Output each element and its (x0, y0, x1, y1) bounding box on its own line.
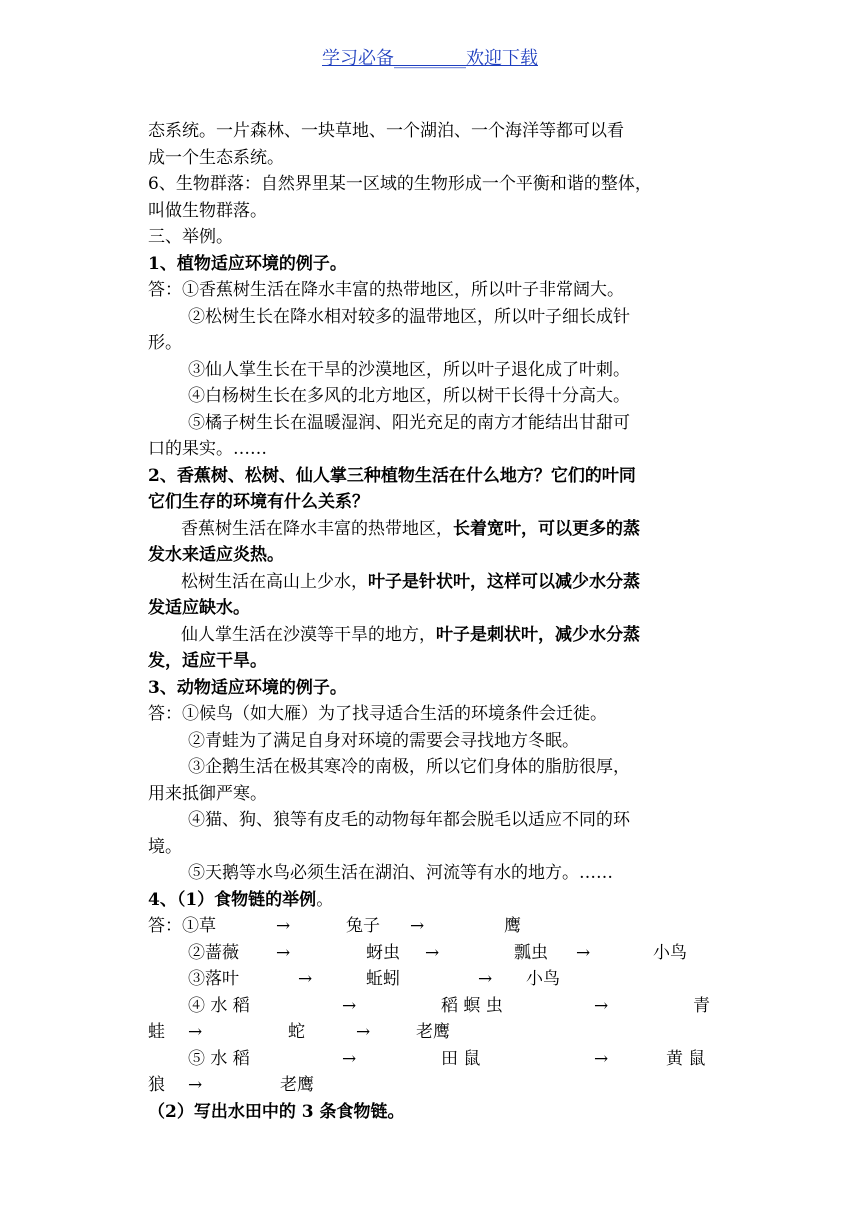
chain-5-arrow-1: → (342, 1048, 357, 1069)
q2-para-3-bold: 叶子是刺状叶，减少水分蒸 (436, 624, 640, 645)
q2-para-3-cont: 发，适应干旱。 (148, 651, 267, 671)
q4-title (148, 887, 716, 914)
chain-2-node-2: 蚜虫 (366, 942, 400, 963)
chain-1-arrow-1: → (276, 916, 291, 936)
q2-para-3-normal: 仙人掌生活在沙漠等干旱的地方， (181, 624, 436, 645)
q2-para-2 (148, 569, 716, 596)
chain-4-node-5: 老鹰 (416, 1022, 450, 1042)
chain-1-node-2: 兔子 (346, 916, 380, 936)
chain-5-node-1: ⑤ 水 稻 (188, 1048, 250, 1069)
chain-4-arrow-2: → (594, 995, 609, 1016)
chain-3-arrow-1: → (298, 969, 313, 989)
section-heading: 三、举例。 (148, 227, 233, 247)
food-chain-4-cont (148, 1019, 716, 1046)
chain-2-node-3: 瓢虫 (514, 942, 548, 963)
q4-sub2-num: 3 (301, 1101, 314, 1122)
chain-5-arrow-3: → (188, 1075, 203, 1095)
food-chain-5 (148, 1046, 716, 1073)
q3-answer-4a: ④猫、狗、狼等有皮毛的动物每年都会脱毛以适应不同的环 (188, 810, 630, 830)
q3-answer-4b: 境。 (148, 836, 182, 857)
q2-title-line-2: 它们生存的环境有什么关系？ (148, 492, 369, 512)
chain-3-node-2: 蚯蚓 (366, 969, 400, 989)
chain-1-node-3: 鹰 (504, 916, 521, 936)
intro-line-3: 6、生物群落：自然界里某一区域的生物形成一个平衡和谐的整体， (148, 174, 652, 194)
q4-title-bold: （1）食物链的举例 (176, 889, 317, 910)
q2-para-2-normal: 松树生活在高山上少水， (181, 571, 368, 592)
chain-5-node-3b: 狼 (148, 1075, 165, 1095)
food-chain-1 (148, 913, 716, 940)
chain-3-arrow-2: → (478, 969, 493, 989)
chain-2-node-4: 小鸟 (653, 942, 687, 963)
q3-answer-1: 答：①候鸟（如大雁）为了找寻适合生活的环境条件会迁徙。 (148, 704, 607, 724)
chain-1-node-1: 答：①草 (148, 916, 216, 936)
chain-5-arrow-2: → (594, 1048, 609, 1069)
intro-line-1: 态系统。一片森林、一块草地、一个湖泊、一个海洋等都可以看 (148, 121, 624, 141)
chain-4-node-3: 青 (693, 995, 710, 1016)
q3-answer-3a: ③企鹅生活在极其寒冷的南极，所以它们身体的脂肪很厚， (188, 757, 630, 777)
food-chain-4 (148, 993, 716, 1020)
chain-1-arrow-2: → (410, 916, 425, 936)
q1-answer-4: ④白杨树生长在多风的北方地区，所以树干长得十分高大。 (188, 386, 630, 406)
q1-answer-1: 答：①香蕉树生活在降水丰富的热带地区，所以叶子非常阔大。 (148, 280, 624, 300)
header-right-text: 欢迎下载 (466, 48, 538, 69)
document-body (148, 118, 716, 1125)
q2-title-line-1: 2、香蕉树、松树、仙人掌三种植物生活在什么地方？它们的叶同 (148, 465, 636, 486)
chain-2-node-1: ②蔷薇 (188, 942, 239, 963)
chain-5-node-3: 黄 鼠 (666, 1048, 706, 1069)
food-chain-3 (148, 966, 716, 993)
q4-sub2-a: （2）写出水田中的 (148, 1101, 296, 1122)
chain-4-arrow-3: → (188, 1022, 203, 1042)
q3-answer-2: ②青蛙为了满足自身对环境的需要会寻找地方冬眠。 (188, 730, 579, 751)
q2-para-2-cont: 发适应缺水。 (148, 598, 250, 618)
header-underline-gap: ________ (394, 48, 466, 69)
intro-line-4: 叫做生物群落。 (148, 200, 267, 221)
page-header (0, 44, 860, 70)
q3-answer-5: ⑤天鹅等水鸟必须生活在湖泊、河流等有水的地方。…… (188, 863, 613, 883)
food-chain-2 (148, 940, 716, 967)
chain-3-node-3: 小鸟 (526, 969, 560, 989)
q2-para-1-normal: 香蕉树生活在降水丰富的热带地区， (181, 518, 453, 539)
chain-2-arrow-2: → (425, 942, 440, 963)
q1-answer-5b: 口的果实。…… (148, 439, 267, 459)
intro-line-2: 成一个生态系统。 (148, 147, 284, 168)
q4-sub2-b: 条食物链。 (319, 1101, 405, 1122)
chain-5-node-4: 老鹰 (280, 1075, 314, 1095)
chain-5-node-2: 田 鼠 (441, 1048, 481, 1069)
chain-4-arrow-1: → (342, 995, 357, 1016)
chain-3-node-1: ③落叶 (188, 969, 239, 989)
q4-sub2-title (148, 1099, 716, 1126)
q1-answer-3: ③仙人掌生长在干旱的沙漠地区，所以叶子退化成了叶刺。 (188, 359, 630, 380)
q1-answer-2a: ②松树生长在降水相对较多的温带地区，所以叶子细长成针 (188, 306, 630, 327)
q2-para-2-bold: 叶子是针状叶，这样可以减少水分蒸 (368, 571, 640, 592)
q1-title: 1、植物适应环境的例子。 (148, 253, 347, 274)
chain-2-arrow-1: → (276, 942, 291, 963)
q4-title-end: 。 (316, 889, 334, 910)
q2-para-1-bold: 长着宽叶，可以更多的蒸 (453, 518, 640, 539)
q3-title: 3、动物适应环境的例子。 (148, 677, 347, 698)
chain-4-node-4: 蛇 (288, 1022, 305, 1042)
chain-4-node-1: ④ 水 稻 (188, 995, 250, 1016)
q2-para-1-cont: 发水来适应炎热。 (148, 545, 284, 565)
chain-4-arrow-4: → (356, 1022, 371, 1042)
q3-answer-3b: 用来抵御严寒。 (148, 783, 267, 804)
q4-title-num: 4、 (148, 889, 177, 910)
q2-para-3 (148, 622, 716, 649)
chain-4-node-2: 稻 螟 虫 (441, 995, 503, 1016)
q1-answer-2b: 形。 (148, 333, 182, 353)
q2-para-1 (148, 516, 716, 543)
header-left-text: 学习必备 (322, 48, 394, 69)
chain-2-arrow-3: → (576, 942, 591, 963)
food-chain-5-cont (148, 1072, 716, 1099)
chain-4-node-3b: 蛙 (148, 1022, 165, 1042)
q1-answer-5a: ⑤橘子树生长在温暖湿润、阳光充足的南方才能结出甘甜可 (188, 412, 630, 433)
